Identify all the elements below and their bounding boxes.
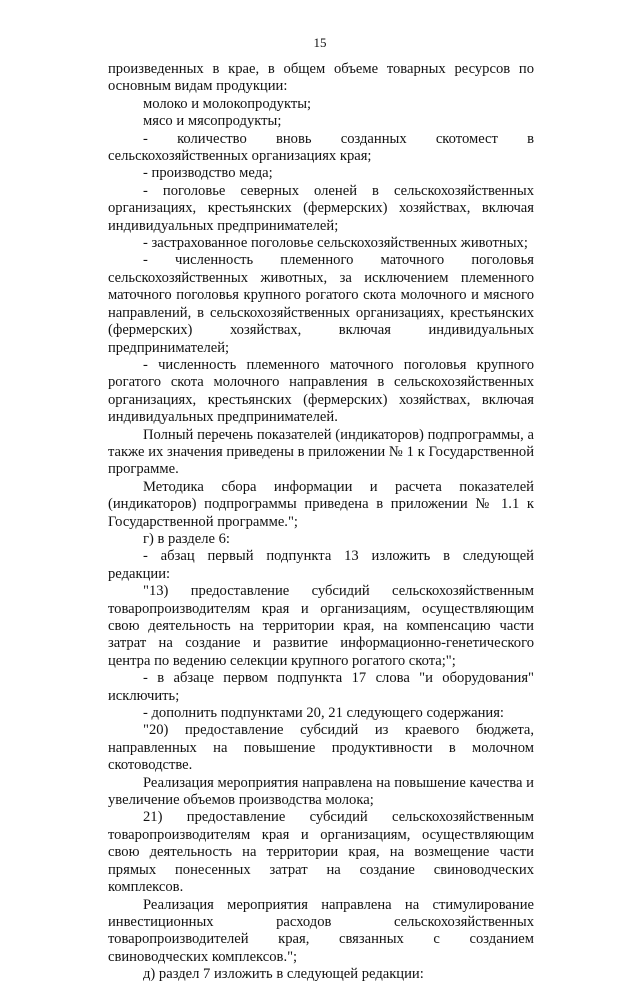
list-item-honey-production: - производство меда; (143, 165, 273, 182)
paragraph-item-13: "13) предоставление субсидий сельскохозяйственным товаропроизводителям края и организациям, осуществляющим свою деятельность на территории края, на компенсацию части затрат на создание и развитие информационно-генетического центра по ведению селекции крупного рогатого скота;"; (108, 583, 534, 669)
list-item-meat-products: мясо и мясопродукты; (143, 113, 282, 130)
paragraph-item-21-goal: Реализация мероприятия направлена на стимулирование инвестиционных расходов сельскохозяйственных товаропроизводителей края, связанных с созданием свиноводческих комплексов."; (108, 896, 534, 965)
paragraph-amend-13: - абзац первый подпункта 13 изложить в следующей редакции: (108, 548, 534, 582)
list-item-insured-livestock: - застрахованное поголовье сельскохозяйственных животных; (143, 235, 528, 252)
paragraph-methodology: Методика сбора информации и расчета показателей (индикаторов) подпрограммы приведена в приложении № 1.1 к Государственной программе."; (108, 478, 534, 530)
list-item-reindeer-livestock: - поголовье северных оленей в сельскохозяйственных организациях, крестьянских (фермерских) хозяйствах, включая индивидуальных предпринимателей; (108, 182, 534, 234)
paragraph-add-20-21: - дополнить подпунктами 20, 21 следующего содержания: (143, 705, 504, 722)
page-number: 15 (313, 35, 327, 50)
list-item-breeding-cattle-dairy: - численность племенного маточного поголовья крупного рогатого скота молочного направления в сельскохозяйственных организациях, крестьянских (фермерских) хозяйствах, включая индивидуальных предпринимателей. (108, 356, 534, 426)
body-text (108, 61, 534, 984)
paragraph-item-20-goal: Реализация мероприятия направлена на повышение качества и увеличение объемов производства молока; (108, 774, 534, 809)
paragraph-indicators-list: Полный перечень показателей (индикаторов) подпрограммы, а также их значения приведены в приложении № 1 к Государственной программе. (108, 426, 534, 478)
list-item-livestock-places: - количество вновь созданных скотомест в сельскохозяйственных организациях края; (108, 130, 534, 165)
paragraph-continuation: произведенных в крае, в общем объеме товарных ресурсов по основным видам продукции: (108, 61, 534, 95)
list-item-milk-products: молоко и молокопродукты; (143, 95, 312, 112)
paragraph-item-21: 21) предоставление субсидий сельскохозяйственным товаропроизводителям края и организациям, осуществляющим свою деятельность на территории края, на возмещение части прямых понесенных затрат на создание свиноводческих комплексов. (108, 809, 534, 896)
paragraph-section-6: г) в разделе 6: (143, 530, 230, 547)
paragraph-item-20: "20) предоставление субсидий из краевого бюджета, направленных на повышение продуктивности в молочном скотоводстве. (108, 722, 534, 774)
paragraph-section-7: д) раздел 7 изложить в следующей редакции: (143, 966, 424, 983)
paragraph-amend-17: - в абзаце первом подпункта 17 слова "и оборудования" исключить; (108, 670, 534, 704)
list-item-breeding-livestock: - численность племенного маточного поголовья сельскохозяйственных животных, за исключением племенного маточного поголовья крупного рогатого скота молочного и мясного направлений, в сельскохозяйственных организациях, крестьянских (фермерских) хозяйствах, включая индивидуальных предпринимателей; (108, 252, 534, 356)
